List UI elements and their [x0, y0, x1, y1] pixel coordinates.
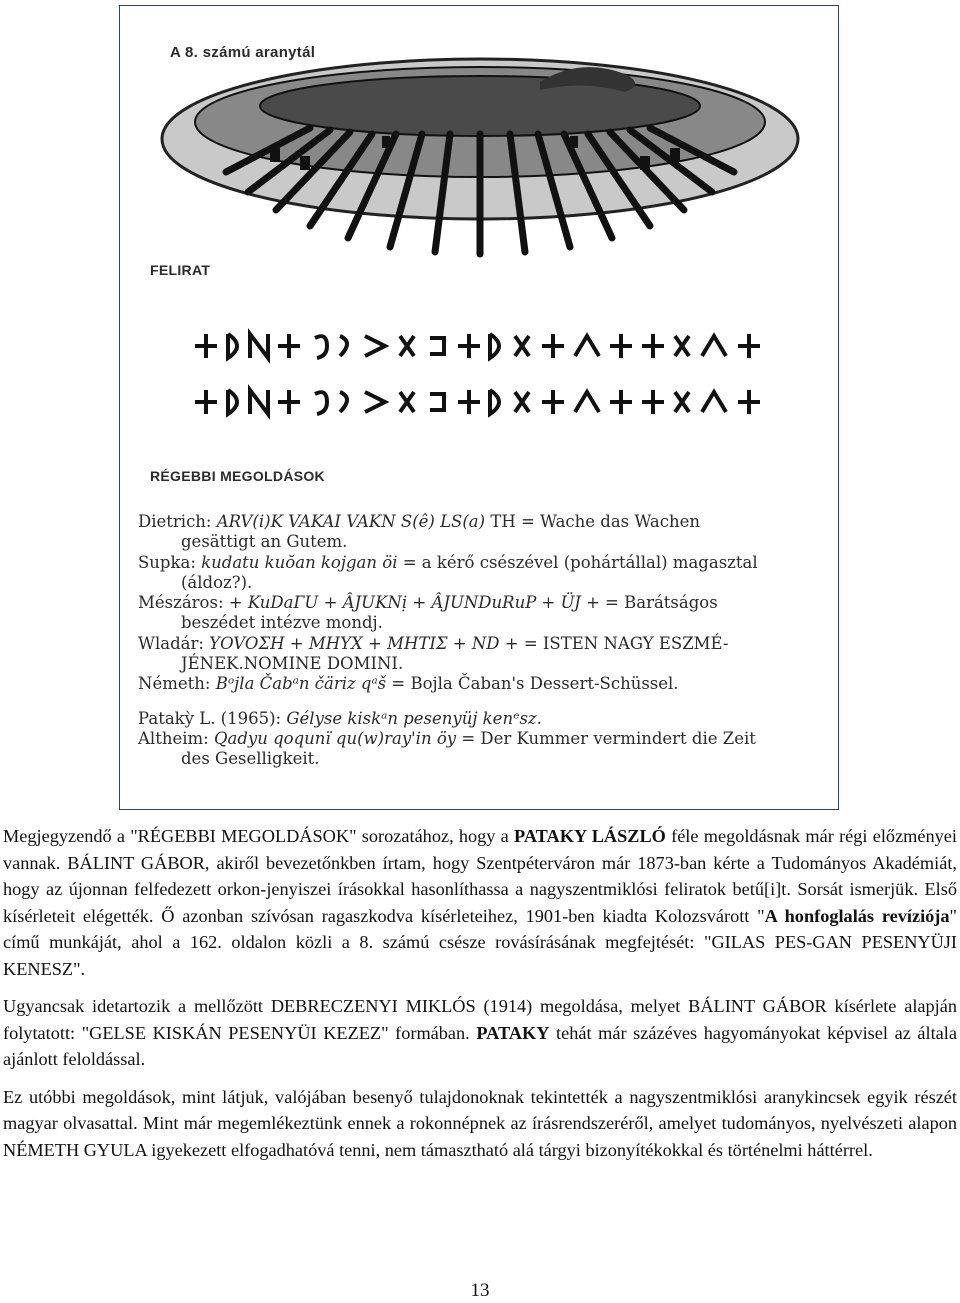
solutions-list — [138, 512, 838, 770]
page-number: 13 — [470, 1280, 490, 1301]
solution-altheim: Altheim: Qadyu qoqunï qu(w)ray'in öy = Der Kummer vermindert die Zeit — [138, 728, 756, 748]
solution-supka-cont: (áldoz?). — [181, 572, 253, 592]
paragraph-2: Ugyancsak idetartozik a mellőzött DEBRECZENYI MIKLÓS (1914) megoldása, melyet BÁLINT GÁBOR kísérlete alapján folytatott: "GELSE KISKÁN PESENYÜI KEZEZ" formában. PATAKY tehát már százéves hagyományokat képvisel az általa ajánlott feloldással. — [3, 996, 957, 1069]
solution-wladar-cont: JÉNEK.NOMINE DOMINI. — [181, 654, 404, 674]
solution-supka: Supka: kudatu kuŏan kojgan öi = a kérő csészével (pohártállal) magasztal — [138, 552, 758, 572]
solution-dietrich: Dietrich: ARV(i)K VAKAI VAKN S(ê) LS(a) TH = Wache das Wachen — [138, 512, 701, 531]
solution-wladar: Wladár: YOVOΣH + MHYX + MHTIΣ + ND + = ISTEN NAGY ESZMÉ- — [138, 633, 729, 653]
bowl-illustration — [150, 44, 810, 269]
solution-nemeth: Németh: Bᵒjla Čabᵃn čäriz qᵃš = Bojla Čaban's Dessert-Schüssel. — [138, 674, 679, 694]
felirat-label: FELIRAT — [150, 262, 211, 278]
body-text — [3, 823, 957, 1174]
paragraph-1: Megjegyzendő a "RÉGEBBI MEGOLDÁSOK" sorozatához, hogy a PATAKY LÁSZLÓ féle megoldásnak már régi előzményei vannak. BÁLINT GÁBOR, akiről bevezetőnkben írtam, hogy Szentpéterváron már 1873-ban kérte a Tudományos Akadémiát, hogy az újonnan felfedezett orkon-jenyiszei írásokkal hasonlíthassa a nagyszentmiklósi feliratok betű[i]t. Sorsát ismerjük. Első kísérleteit elégették. Ő azonban szívósan ragaszkodva kísérleteihez, 1901-ben kiadta Kolozsvárott "A honfoglalás revíziója" című munkáját, ahol a 162. oldalon közli a 8. számú csésze rovásírásának megfejtését: "GILAS PES-GAN PESENYÜJI KENESZ". — [3, 826, 957, 979]
solution-altheim-cont: des Geselligkeit. — [181, 749, 320, 769]
figure-title: A 8. számú aranytál — [170, 44, 316, 61]
solution-dietrich-cont: gesättigt an Gutem. — [181, 532, 348, 552]
regebbi-label: RÉGEBBI MEGOLDÁSOK — [150, 468, 325, 484]
figure-box — [119, 5, 839, 810]
rune-inscription-row-1 — [190, 328, 780, 364]
solution-meszaros-cont: beszédet intézve mondj. — [181, 613, 383, 633]
paragraph-3: Ez utóbbi megoldások, mint látjuk, valójában besenyő tulajdonoknak tekintették a nagyszentmiklósi aranykincsek egyik részét magyar olvasattal. Mint már megemlékeztünk ennek a rokonnépnek az írásrendszeréről, amelyet tudományos, nyelvészeti alapon NÉMETH GYULA igyekezett elfogadhatóvá tenni, nem támasztható alá tárgyi bizonyítékokkal és történelmi háttérrel. — [3, 1086, 957, 1160]
solution-pataky: Patakỳ L. (1965): Gélyse kiskᵃn pesenyüj kenᵉsz. — [138, 708, 542, 728]
solution-meszaros: Mészáros: + KuDaГU + ÂJUKNị + ÂJUNDuRuP + ÜJ + = Barátságos — [138, 593, 718, 613]
rune-inscription-row-2 — [190, 384, 780, 420]
